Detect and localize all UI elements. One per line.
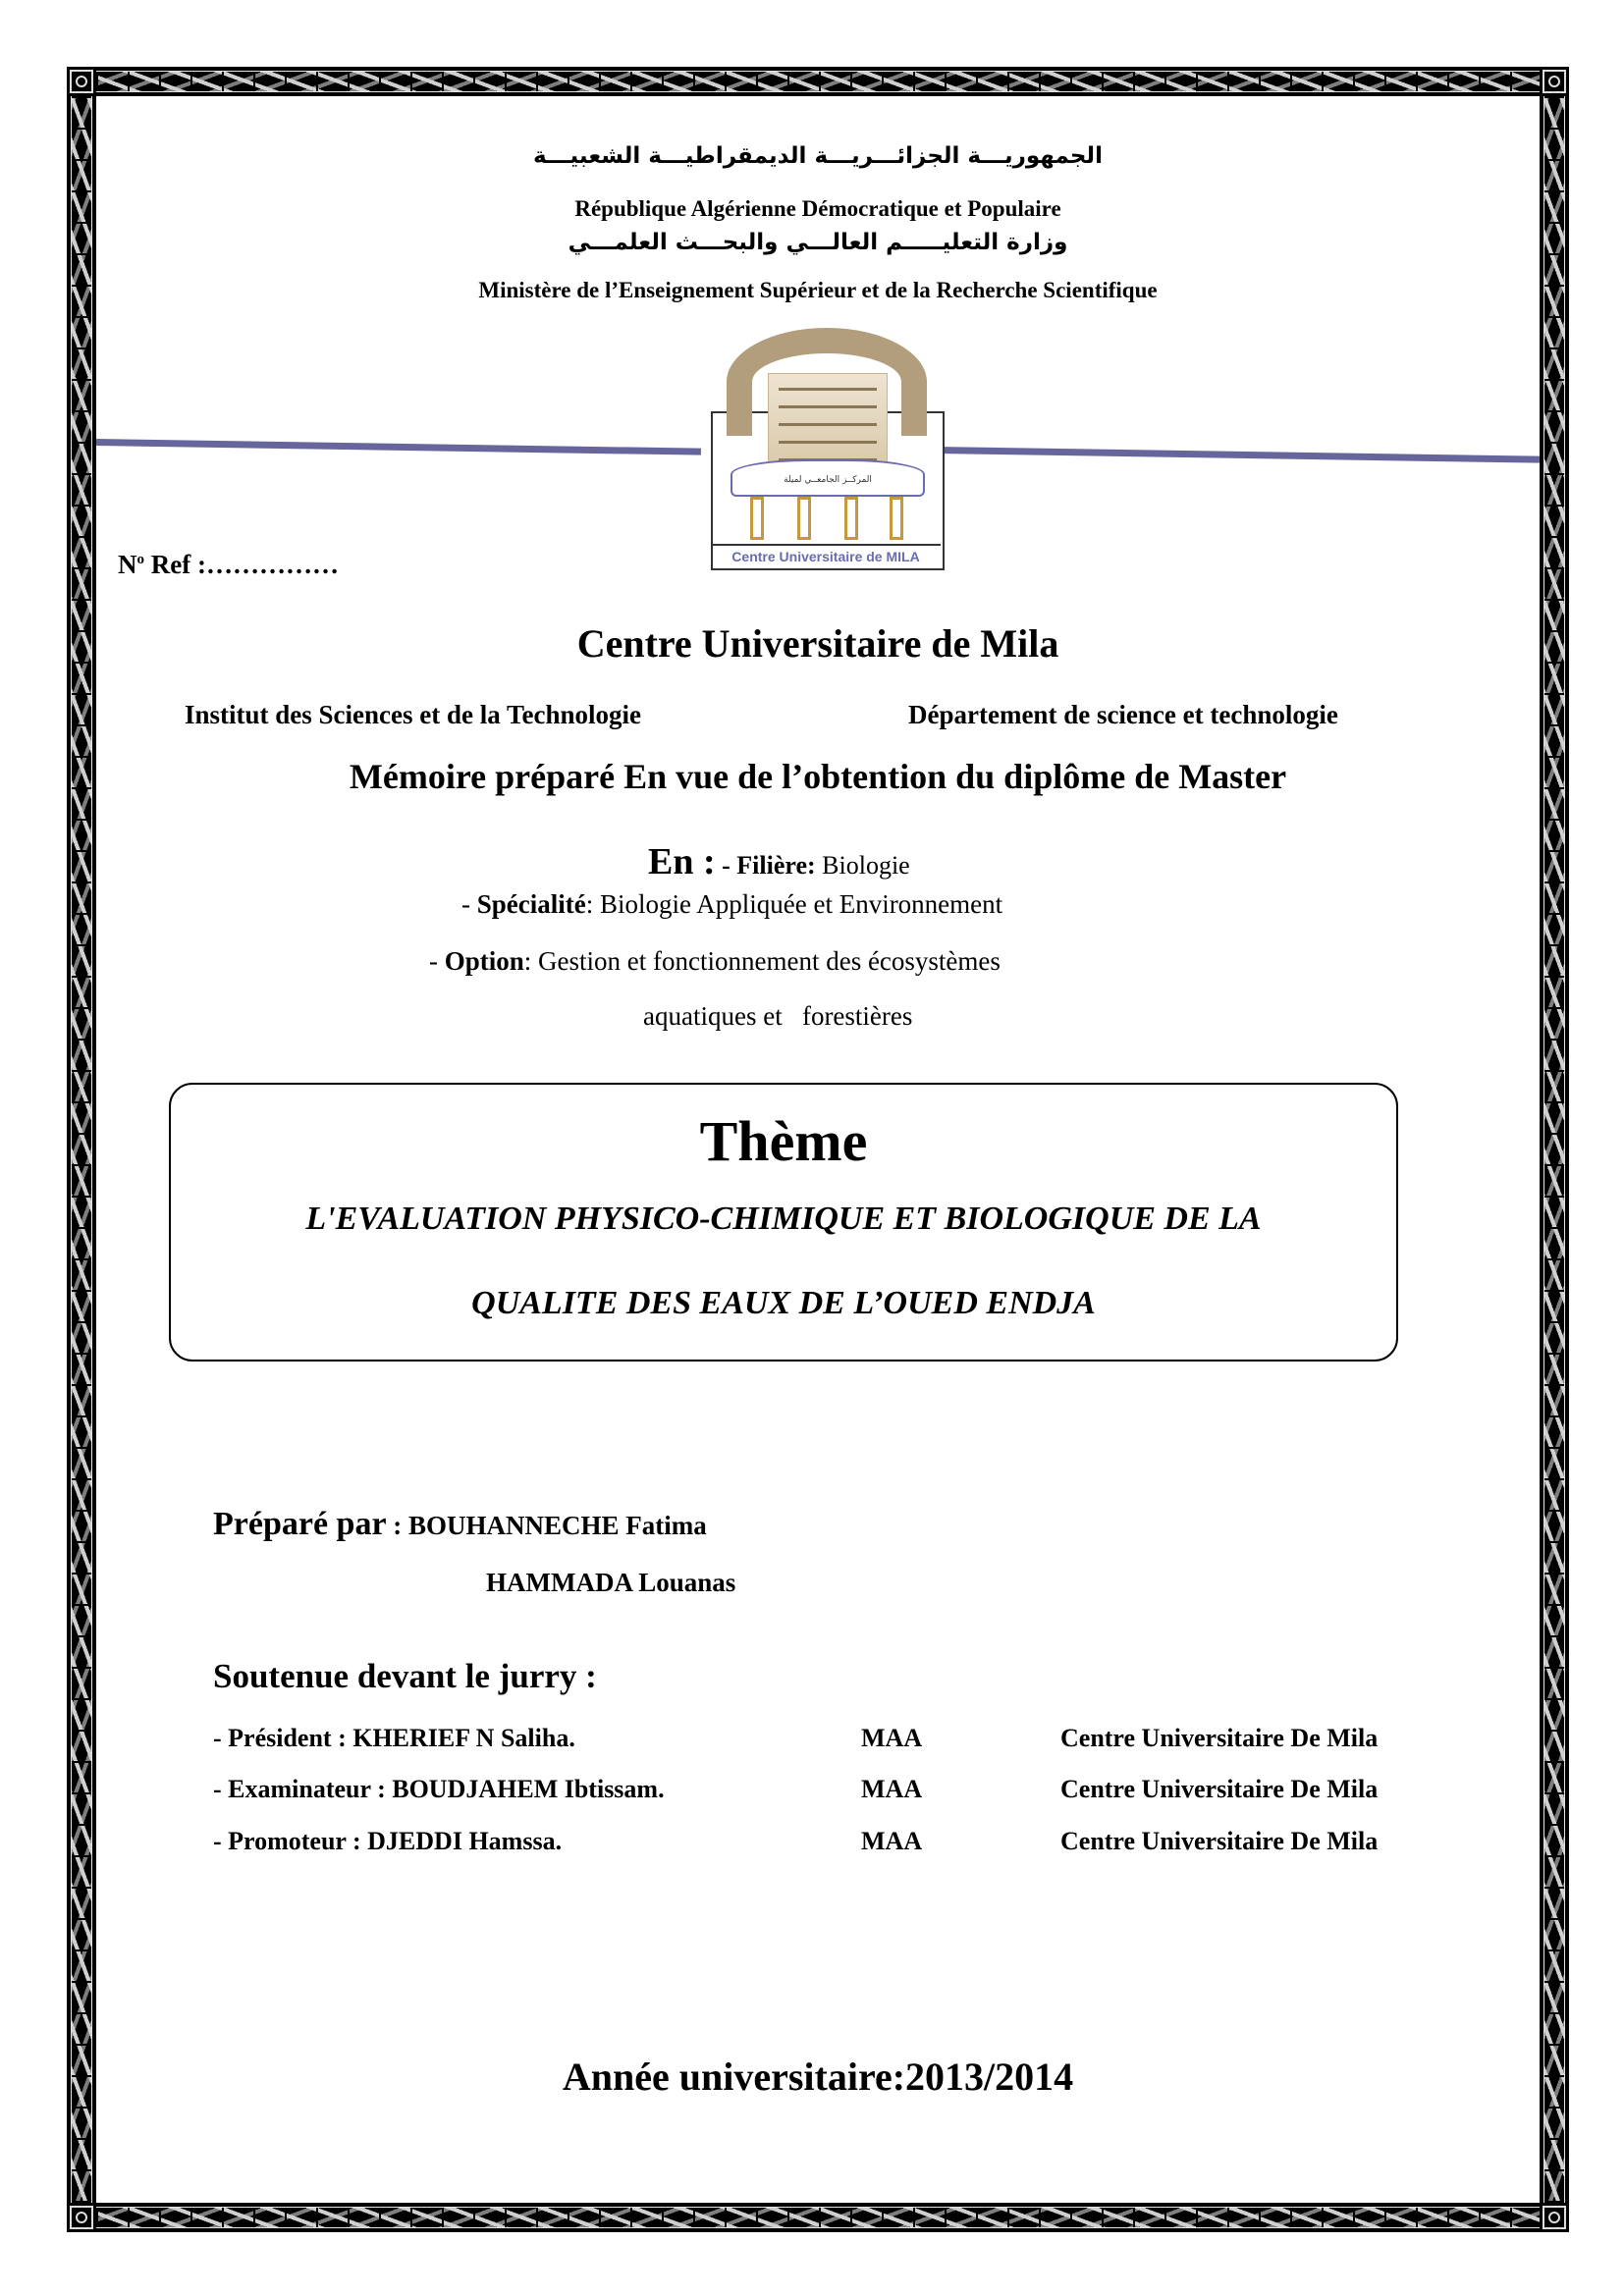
border-corner-ornament-icon xyxy=(67,2203,96,2232)
border-corner-ornament-icon xyxy=(1540,67,1569,96)
option-value: : Gestion et fonctionnement des écosystèmes xyxy=(523,946,1001,976)
theme-text-line-2: QUALITE DES EAUX DE L’OUED ENDJA xyxy=(471,1285,1096,1321)
jury-member-institution: Centre Universitaire De Mila xyxy=(1060,1775,1379,1803)
option-line-continued: aquatiques et forestières xyxy=(643,1001,913,1031)
jury-member-institution: Centre Universitaire De Mila xyxy=(1060,1724,1379,1752)
jury-member-role: - Promoteur : DJEDDI Hamssa. xyxy=(213,1827,563,1855)
ref-label-sup: o xyxy=(136,552,144,567)
specialite-value: : Biologie Appliquée et Environnement xyxy=(585,889,1003,919)
header-rule-left xyxy=(96,439,701,455)
university-logo xyxy=(709,328,945,569)
logo-column-icon xyxy=(890,497,903,540)
decorative-border-left xyxy=(67,67,96,2232)
ministry-arabic: وزارة التعليـــــم العالـــي والبحـــث العلمـــي xyxy=(568,230,1068,255)
logo-caption: Centre Universitaire de MILA xyxy=(711,544,941,568)
prepared-by-label: Préparé par xyxy=(213,1506,387,1542)
republic-arabic: الجمهوريـــة الجزائـــريـــة الديمقراطيـــة الشعبيـــة xyxy=(533,143,1103,169)
specialite-label: Spécialité xyxy=(476,889,586,919)
jury-member-row xyxy=(213,1827,1460,1862)
memoire-heading: Mémoire préparé En vue de l’obtention du diplôme de Master xyxy=(349,757,1287,796)
university-name: Centre Universitaire de Mila xyxy=(576,621,1059,666)
institute-name: Institut des Sciences et de la Technologie xyxy=(185,700,642,729)
option-prefix: - xyxy=(429,946,445,976)
jury-member-role: - Président : KHERIEF N Saliha. xyxy=(213,1724,575,1752)
theme-text-line-1: L'EVALUATION PHYSICO-CHIMIQUE ET BIOLOGIQUE DE LA xyxy=(305,1201,1262,1237)
jury-member-row xyxy=(213,1775,1460,1810)
ministry-french: Ministère de l’Enseignement Supérieur et de la Recherche Scientifique xyxy=(478,278,1158,302)
border-corner-ornament-icon xyxy=(1540,2203,1569,2232)
prepared-by xyxy=(213,1506,707,1543)
jury-member-grade: MAA xyxy=(861,1827,923,1855)
filiere-value: Biologie xyxy=(815,851,910,880)
reference-number xyxy=(118,550,339,580)
logo-column-icon xyxy=(844,497,858,540)
jury-member-row xyxy=(213,1724,1460,1759)
border-corner-ornament-icon xyxy=(67,67,96,96)
specialite-line xyxy=(461,889,1002,920)
jury-member-institution: Centre Universitaire De Mila xyxy=(1060,1827,1379,1855)
academic-year: Année universitaire:2013/2014 xyxy=(562,2055,1074,2099)
jury-member-role: - Examinateur : BOUDJAHEM Ibtissam. xyxy=(213,1775,665,1803)
jury-member-grade: MAA xyxy=(861,1775,923,1803)
logo-book-icon: المركــز الجامعــي لميلة xyxy=(731,459,925,497)
author-2: HAMMADA Louanas xyxy=(486,1568,736,1597)
theme-box xyxy=(169,1083,1398,1362)
en-label: En : xyxy=(648,841,716,882)
theme-title: Thème xyxy=(699,1109,868,1173)
jury-title: Soutenue devant le jurry : xyxy=(213,1657,597,1695)
logo-building-icon xyxy=(768,373,888,471)
author-1: : BOUHANNECHE Fatima xyxy=(386,1511,707,1540)
republic-french: République Algérienne Démocratique et Populaire xyxy=(574,196,1061,221)
option-label: Option xyxy=(444,946,524,976)
option-line xyxy=(429,946,1001,977)
jury-member-grade: MAA xyxy=(861,1724,923,1752)
header-rule-right xyxy=(935,447,1540,463)
ref-label: N xyxy=(118,550,137,579)
filiere-label: - Filière: xyxy=(722,851,816,880)
logo-column-icon xyxy=(750,497,764,540)
decorative-border-bottom xyxy=(67,2203,1569,2232)
ref-value: Ref :…………… xyxy=(144,550,339,579)
decorative-border-right xyxy=(1540,67,1569,2232)
filiere-line xyxy=(648,840,910,883)
department-name: Département de science et technologie xyxy=(908,700,1338,729)
decorative-border-top xyxy=(67,67,1569,96)
logo-column-icon xyxy=(797,497,811,540)
specialite-prefix: - xyxy=(461,889,477,919)
